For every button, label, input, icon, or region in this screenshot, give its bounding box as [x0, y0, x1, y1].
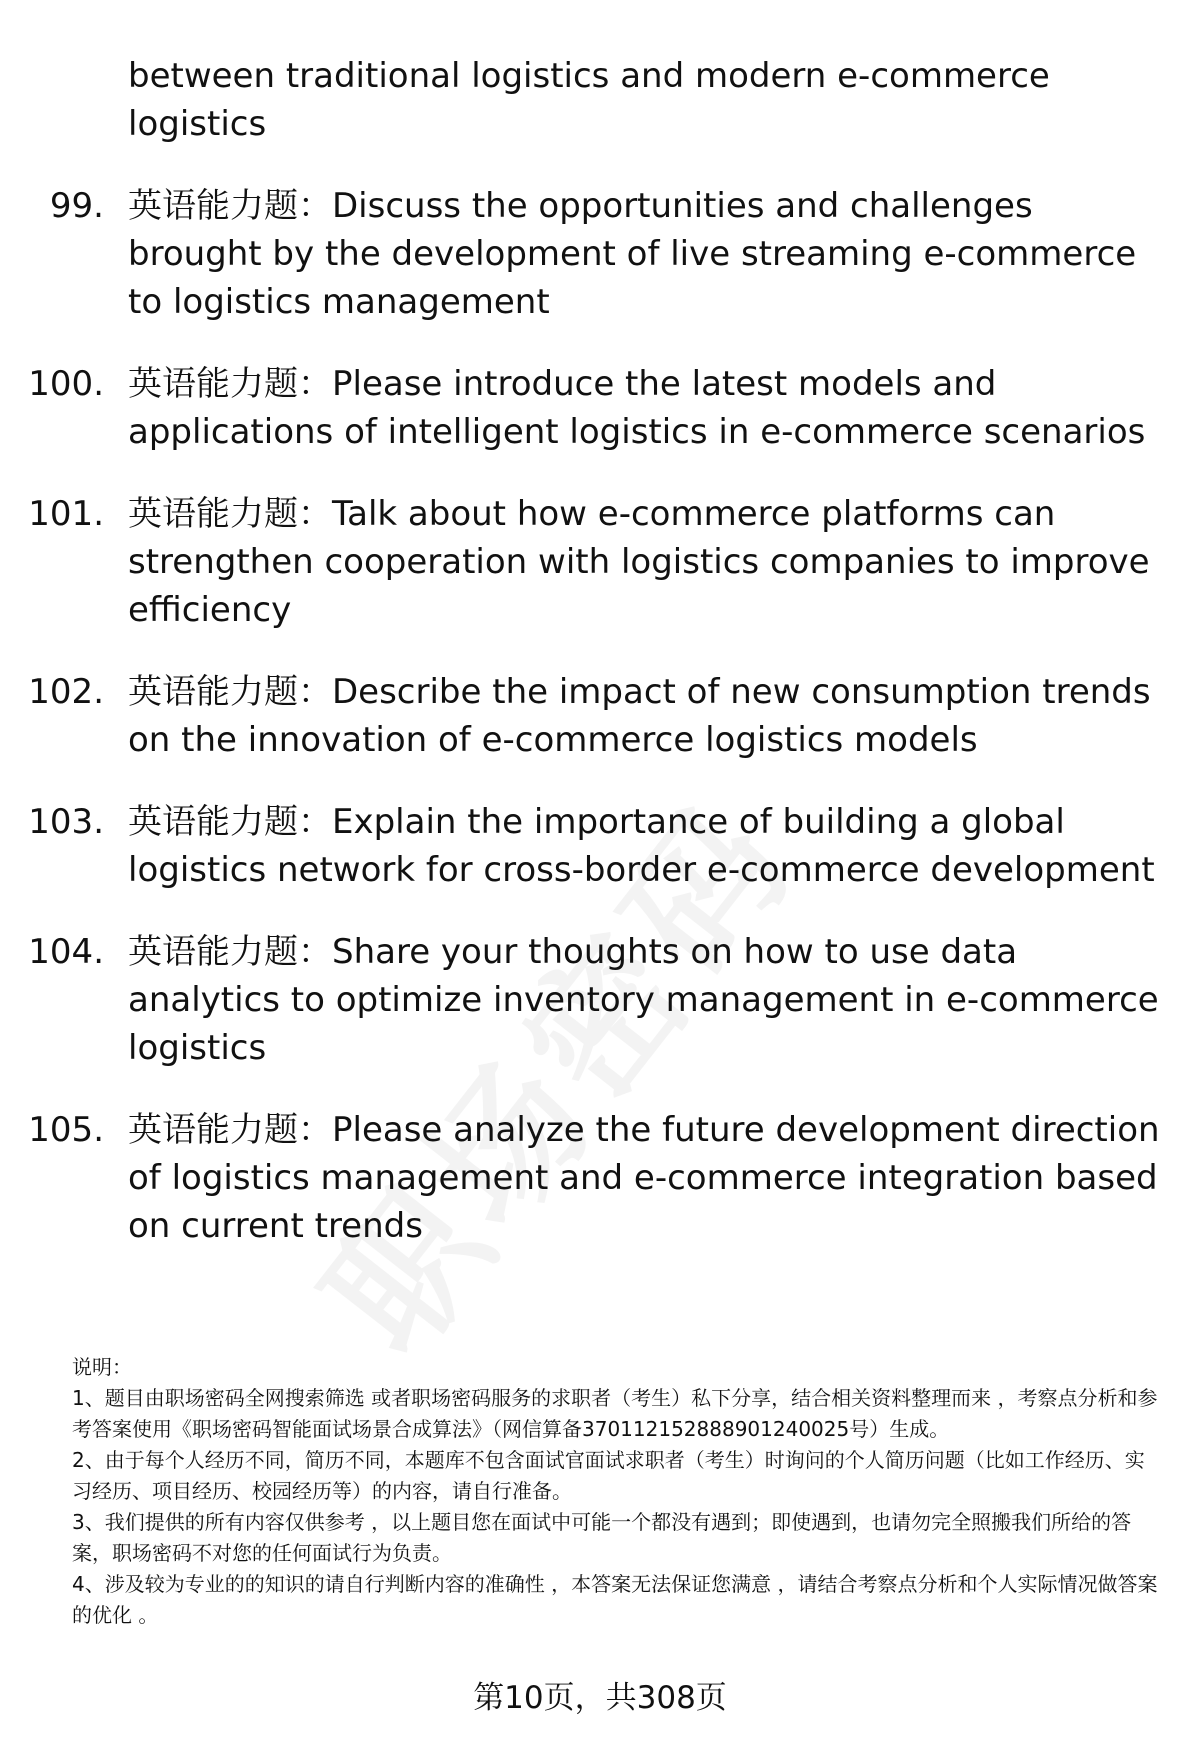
question-item: [0, 928, 1200, 1072]
notes-heading: 说明：: [72, 1355, 132, 1379]
question-text: 英语能力题：Please introduce the latest models and applications of intelligent logistics in e-commerce scenarios: [128, 364, 1146, 452]
question-text: 英语能力题：Talk about how e-commerce platforms can strengthen cooperation with logistics companies to improve efficiency: [128, 494, 1150, 630]
question-item: [0, 798, 1200, 894]
note-item: 3、我们提供的所有内容仅供参考 ，以上题目您在面试中可能一个都没有遇到；即使遇到，也请勿完全照搬我们所给的答案，职场密码不对您的任何面试行为负责。: [72, 1510, 1132, 1565]
question-number: 100.: [28, 364, 104, 404]
question-text: 英语能力题：Explain the importance of building a global logistics network for cross-border e-commerce development: [128, 802, 1155, 890]
question-number: 102.: [28, 672, 104, 712]
page-number: 第10页，共308页: [473, 1680, 727, 1716]
note-item: 2、由于每个人经历不同，简历不同，本题库不包含面试官面试求职者（考生）时询问的个人简历问题（比如工作经历、实习经历、项目经历、校园经历等）的内容，请自行准备。: [72, 1448, 1145, 1503]
note-item: 4、涉及较为专业的的知识的请自行判断内容的准确性 ，本答案无法保证您满意 ，请结合考察点分析和个人实际情况做答案的优化 。: [72, 1572, 1158, 1627]
question-text: 英语能力题：Please analyze the future development direction of logistics management and e-commerce integration based on current trends: [128, 1110, 1160, 1246]
question-item: [0, 360, 1200, 456]
question-text: 英语能力题：Describe the impact of new consumption trends on the innovation of e-commerce logistics models: [128, 672, 1151, 760]
question-number: 99.: [49, 186, 104, 226]
question-number: 101.: [28, 494, 104, 534]
question-list: [0, 52, 1200, 1250]
question-item: [0, 1106, 1200, 1250]
question-text: 英语能力题：Discuss the opportunities and challenges brought by the development of live streaming e-commerce to logistics management: [128, 186, 1137, 322]
question-item: [0, 490, 1200, 634]
question-number: 105.: [28, 1110, 104, 1150]
question-item: [0, 668, 1200, 764]
question-text: 英语能力题：Share your thoughts on how to use data analytics to optimize inventory management in e-commerce logistics: [128, 932, 1159, 1068]
notes-section: [72, 1352, 1162, 1631]
note-item: 1、题目由职场密码全网搜索筛选 或者职场密码服务的求职者（考生）私下分享，结合相关资料整理而来 ，考察点分析和参考答案使用《职场密码智能面试场景合成算法》（网信算备370112152888901240025号）生成。: [72, 1386, 1158, 1441]
question-number: 104.: [28, 932, 104, 972]
question-continuation: between traditional logistics and modern e-commerce logistics: [128, 56, 1050, 144]
question-item: [0, 182, 1200, 326]
question-number: 103.: [28, 802, 104, 842]
